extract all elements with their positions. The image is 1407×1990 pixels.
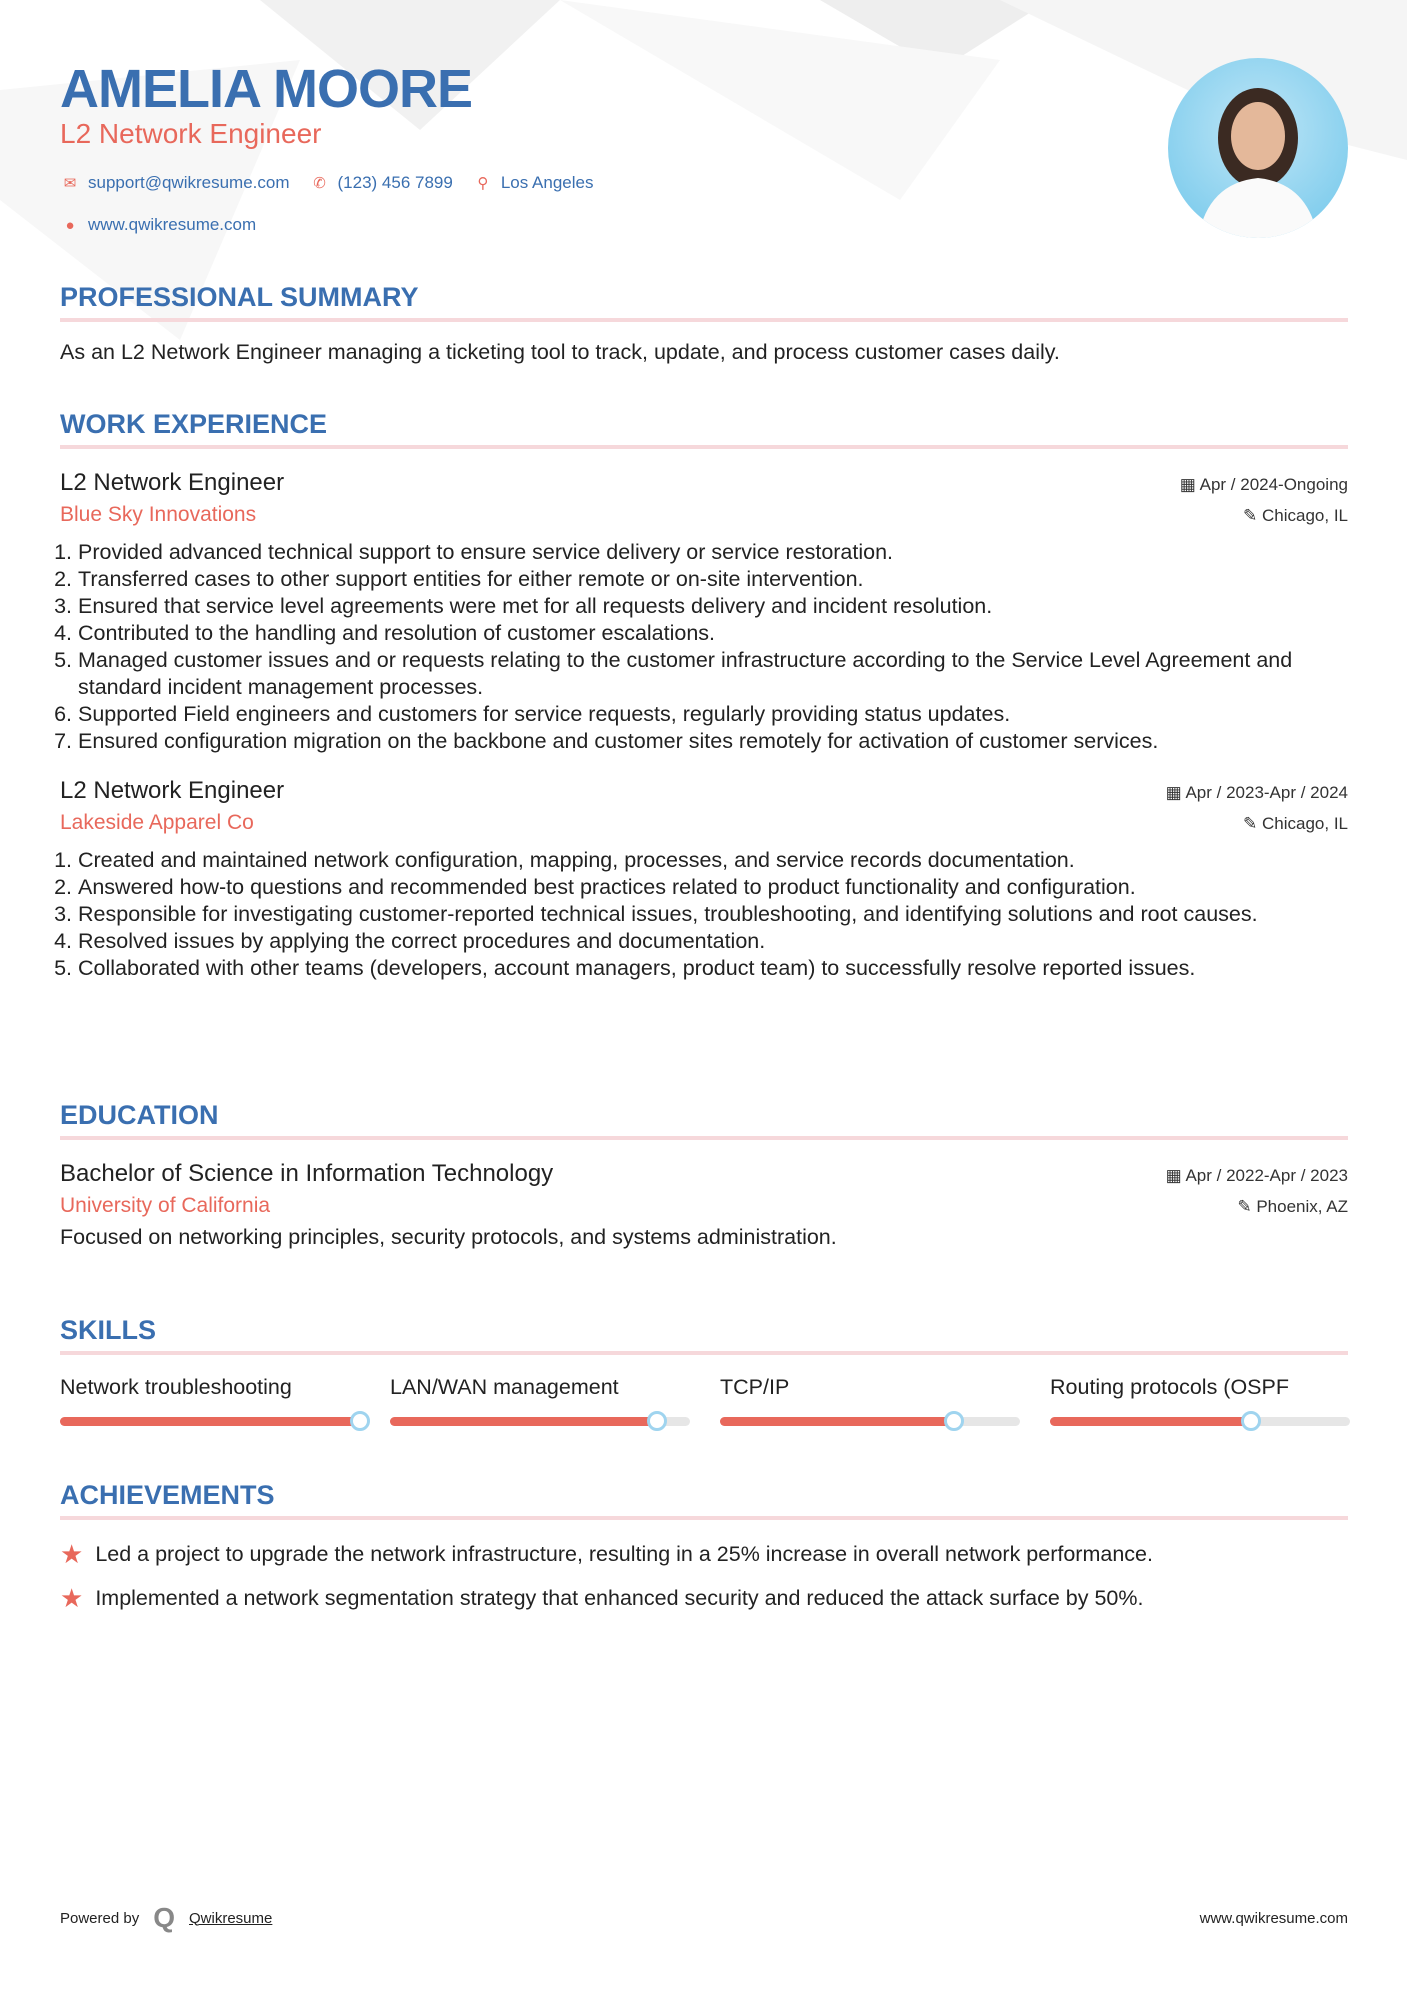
skill-item bbox=[390, 1375, 690, 1400]
website-row bbox=[60, 215, 256, 235]
bullet-item: 2. Transferred cases to other support entities for either remote or on-site intervention. bbox=[78, 566, 1348, 593]
phone-icon: ✆ bbox=[313, 175, 326, 192]
degree-title: Bachelor of Science in Information Technology bbox=[60, 1160, 554, 1187]
divider bbox=[60, 1516, 1348, 1520]
divider bbox=[60, 1136, 1348, 1140]
calendar-icon: ▦ bbox=[1165, 1166, 1186, 1185]
skill-item bbox=[60, 1375, 360, 1400]
email-link[interactable]: support@qwikresume.com bbox=[88, 173, 290, 192]
job-location: Chicago, IL bbox=[1262, 506, 1348, 525]
divider bbox=[60, 1351, 1348, 1355]
skill-label: LAN/WAN management bbox=[390, 1375, 619, 1399]
brand-link[interactable]: Qwikresume bbox=[189, 1909, 273, 1927]
globe-icon: ● bbox=[65, 216, 75, 234]
skill-bar bbox=[720, 1417, 1020, 1426]
pin-icon: ✎ bbox=[1243, 506, 1262, 525]
profile-photo bbox=[1168, 58, 1348, 238]
achievement-text: Implemented a network segmentation strategy that enhanced security and reduced the attack surface by 50%. bbox=[95, 1585, 1144, 1610]
job-bullets bbox=[60, 847, 1348, 982]
job-entry bbox=[60, 469, 1348, 755]
skill-fill bbox=[1050, 1417, 1251, 1426]
summary-section bbox=[60, 282, 1348, 366]
skill-fill bbox=[60, 1417, 360, 1426]
skill-label: TCP/IP bbox=[720, 1375, 790, 1399]
section-heading: WORK EXPERIENCE bbox=[60, 409, 328, 439]
school-name: University of California bbox=[60, 1194, 271, 1217]
section-heading: PROFESSIONAL SUMMARY bbox=[60, 282, 419, 312]
location-text: Los Angeles bbox=[500, 173, 594, 192]
education-section bbox=[60, 1100, 1348, 1251]
job-date: Apr / 2024-Ongoing bbox=[1199, 475, 1348, 494]
bullet-item: 4. Contributed to the handling and resolution of customer escalations. bbox=[78, 620, 1348, 647]
qwikresume-logo-icon: Q bbox=[153, 1902, 175, 1933]
bullet-item: 6. Supported Field engineers and customers for service requests, regularly providing status updates. bbox=[78, 701, 1348, 728]
section-heading: EDUCATION bbox=[60, 1100, 219, 1130]
job-date: Apr / 2023-Apr / 2024 bbox=[1185, 783, 1348, 802]
skill-bar bbox=[60, 1417, 360, 1426]
map-pin-icon: ⚲ bbox=[477, 175, 489, 192]
contact-row bbox=[60, 173, 593, 193]
job-location: Chicago, IL bbox=[1262, 814, 1348, 833]
bullet-item: 2. Answered how-to questions and recommended best practices related to product functionality and configuration. bbox=[78, 874, 1348, 901]
bullet-item: 1. Created and maintained network configuration, mapping, processes, and service records documentation. bbox=[78, 847, 1348, 874]
footer-website[interactable]: www.qwikresume.com bbox=[1199, 1909, 1348, 1927]
skill-knob bbox=[647, 1411, 667, 1431]
skill-bar bbox=[390, 1417, 690, 1426]
website-link[interactable]: www.qwikresume.com bbox=[88, 215, 257, 234]
company-name: Lakeside Apparel Co bbox=[60, 811, 254, 834]
skill-knob bbox=[944, 1411, 964, 1431]
education-date: Apr / 2022-Apr / 2023 bbox=[1185, 1166, 1348, 1185]
bullet-item: 5. Collaborated with other teams (developers, account managers, product team) to successfully resolve reported issues. bbox=[78, 955, 1348, 982]
pin-icon: ✎ bbox=[1237, 1197, 1257, 1216]
skill-knob bbox=[1241, 1411, 1261, 1431]
envelope-icon: ✉ bbox=[63, 175, 77, 192]
pin-icon: ✎ bbox=[1243, 814, 1262, 833]
job-title: L2 Network Engineer bbox=[60, 777, 285, 804]
calendar-icon: ▦ bbox=[1165, 783, 1186, 802]
bullet-item: 3. Ensured that service level agreements were met for all requests delivery and incident resolution. bbox=[78, 593, 1348, 620]
skill-item bbox=[1050, 1375, 1350, 1400]
education-description: Focused on networking principles, security protocols, and systems administration. bbox=[60, 1225, 837, 1249]
achievement-item bbox=[60, 1576, 1348, 1620]
section-heading: ACHIEVEMENTS bbox=[60, 1480, 275, 1510]
skill-fill bbox=[720, 1417, 954, 1426]
skill-bar bbox=[1050, 1417, 1350, 1426]
work-section bbox=[60, 409, 1348, 982]
powered-by-label: Powered by bbox=[60, 1909, 140, 1927]
skill-item bbox=[720, 1375, 1020, 1400]
education-location: Phoenix, AZ bbox=[1256, 1197, 1348, 1216]
job-title: L2 Network Engineer bbox=[60, 469, 285, 496]
bullet-item: 7. Ensured configuration migration on the backbone and customer sites remotely for activation of customer services. bbox=[78, 728, 1348, 755]
divider bbox=[60, 445, 1348, 449]
star-icon: ★ bbox=[60, 1582, 84, 1613]
section-heading: SKILLS bbox=[60, 1315, 157, 1345]
job-bullets bbox=[60, 539, 1348, 755]
summary-text: As an L2 Network Engineer managing a ticketing tool to track, update, and process customer cases daily. bbox=[60, 340, 1060, 364]
phone-text: (123) 456 7899 bbox=[337, 173, 453, 192]
achievement-item bbox=[60, 1532, 1348, 1576]
divider bbox=[60, 318, 1348, 322]
achievements-section bbox=[60, 1480, 1348, 1620]
candidate-name: AMELIA MOORE bbox=[60, 59, 472, 119]
calendar-icon: ▦ bbox=[1179, 475, 1200, 494]
skill-label: Network troubleshooting bbox=[60, 1375, 292, 1399]
company-name: Blue Sky Innovations bbox=[60, 503, 257, 526]
footer bbox=[60, 1902, 1348, 1934]
bullet-item: 1. Provided advanced technical support to ensure service delivery or service restoration. bbox=[78, 539, 1348, 566]
achievement-text: Led a project to upgrade the network infrastructure, resulting in a 25% increase in overall network performance. bbox=[95, 1541, 1153, 1566]
bullet-item: 5. Managed customer issues and or requests relating to the customer infrastructure according to the Service Level Agreement and standard incident management processes. bbox=[78, 647, 1348, 701]
candidate-role: L2 Network Engineer bbox=[60, 118, 322, 149]
skill-fill bbox=[390, 1417, 657, 1426]
star-icon: ★ bbox=[60, 1538, 84, 1569]
skill-knob bbox=[350, 1411, 370, 1431]
bullet-item: 4. Resolved issues by applying the correct procedures and documentation. bbox=[78, 928, 1348, 955]
skills-section bbox=[60, 1315, 1348, 1399]
skill-label: Routing protocols (OSPF bbox=[1050, 1375, 1289, 1399]
bullet-item: 3. Responsible for investigating customer-reported technical issues, troubleshooting, and identifying solutions and root causes. bbox=[78, 901, 1348, 928]
job-entry bbox=[60, 777, 1348, 982]
